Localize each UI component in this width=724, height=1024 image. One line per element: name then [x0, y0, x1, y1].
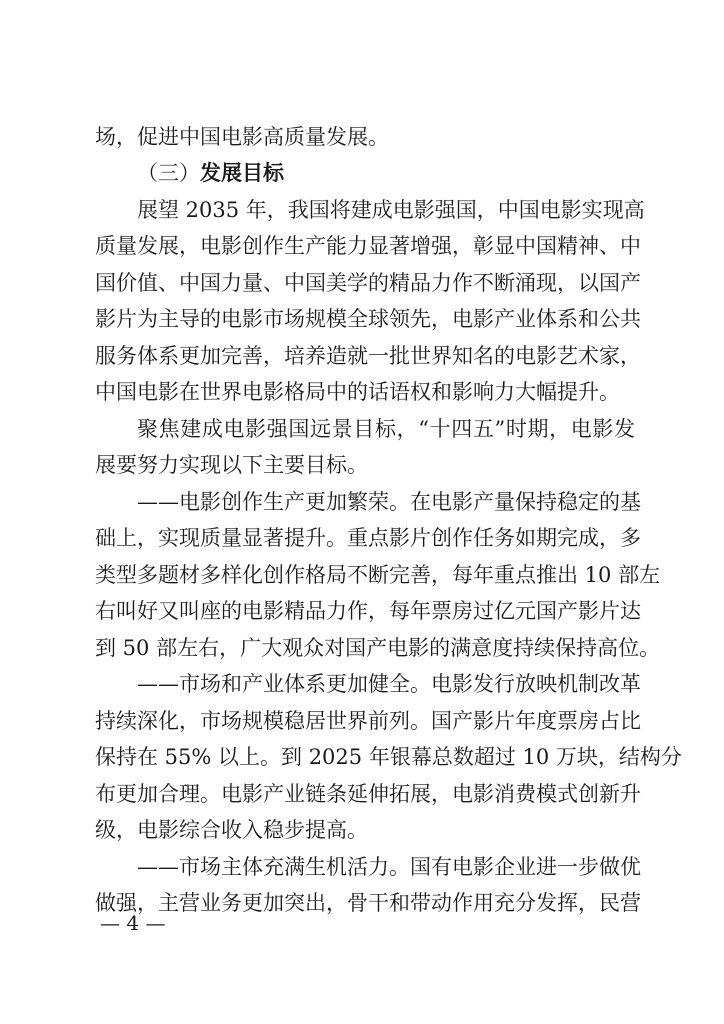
- paragraph-line: 到 50 部左右，广大观众对国产电影的满意度持续保持高位。: [95, 636, 661, 660]
- intro-line: 场，促进中国电影高质量发展。: [95, 125, 389, 149]
- page-number: — 4 —: [100, 911, 166, 935]
- paragraph-line: 国价值、中国力量、中国美学的精品力作不断涌现，以国产: [95, 271, 641, 295]
- section-heading: [137, 154, 284, 192]
- paragraph-line: ——市场和产业体系更加健全。电影发行放映机制改革: [137, 672, 641, 696]
- paragraph-line: ——电影创作生产更加繁荣。在电影产量保持稳定的基: [137, 490, 641, 514]
- paragraph-line: 影片为主导的电影市场规模全球领先，电影产业体系和公共: [95, 307, 641, 331]
- paragraph-line: 做强，主营业务更加突出，骨干和带动作用充分发挥，民营: [95, 891, 641, 915]
- section-heading-title: 发展目标: [200, 161, 284, 185]
- section-heading-number: （三）: [137, 161, 200, 185]
- paragraph-line: 布更加合理。电影产业链条延伸拓展，电影消费模式创新升: [95, 782, 641, 806]
- paragraph-line: 聚焦建成电影强国远景目标，“十四五”时期，电影发: [137, 417, 635, 441]
- paragraph-line: 中国电影在世界电影格局中的话语权和影响力大幅提升。: [95, 380, 620, 404]
- paragraph-line: 保持在 55% 以上。到 2025 年银幕总数超过 10 万块，结构分: [95, 745, 682, 769]
- paragraph-line: 础上，实现质量显著提升。重点影片创作任务如期完成，多: [95, 526, 641, 550]
- paragraph-line: ——市场主体充满生机活力。国有电影企业进一步做优: [137, 855, 641, 879]
- paragraph-line: 右叫好又叫座的电影精品力作，每年票房过亿元国产影片达: [95, 599, 641, 623]
- paragraph-line: 展要努力实现以下主要目标。: [95, 453, 368, 477]
- paragraph-line: 展望 2035 年，我国将建成电影强国，中国电影实现高: [137, 198, 645, 222]
- paragraph-line: 级，电影综合收入稳步提高。: [95, 818, 368, 842]
- paragraph-line: 类型多题材多样化创作格局不断完善，每年重点推出 10 部左: [95, 563, 661, 587]
- paragraph-line: 质量发展，电影创作生产能力显著增强，彰显中国精神、中: [95, 234, 641, 258]
- paragraph-line: 持续深化，市场规模稳居世界前列。国产影片年度票房占比: [95, 709, 641, 733]
- paragraph-line: 服务体系更加完善，培养造就一批世界知名的电影艺术家，: [95, 344, 641, 368]
